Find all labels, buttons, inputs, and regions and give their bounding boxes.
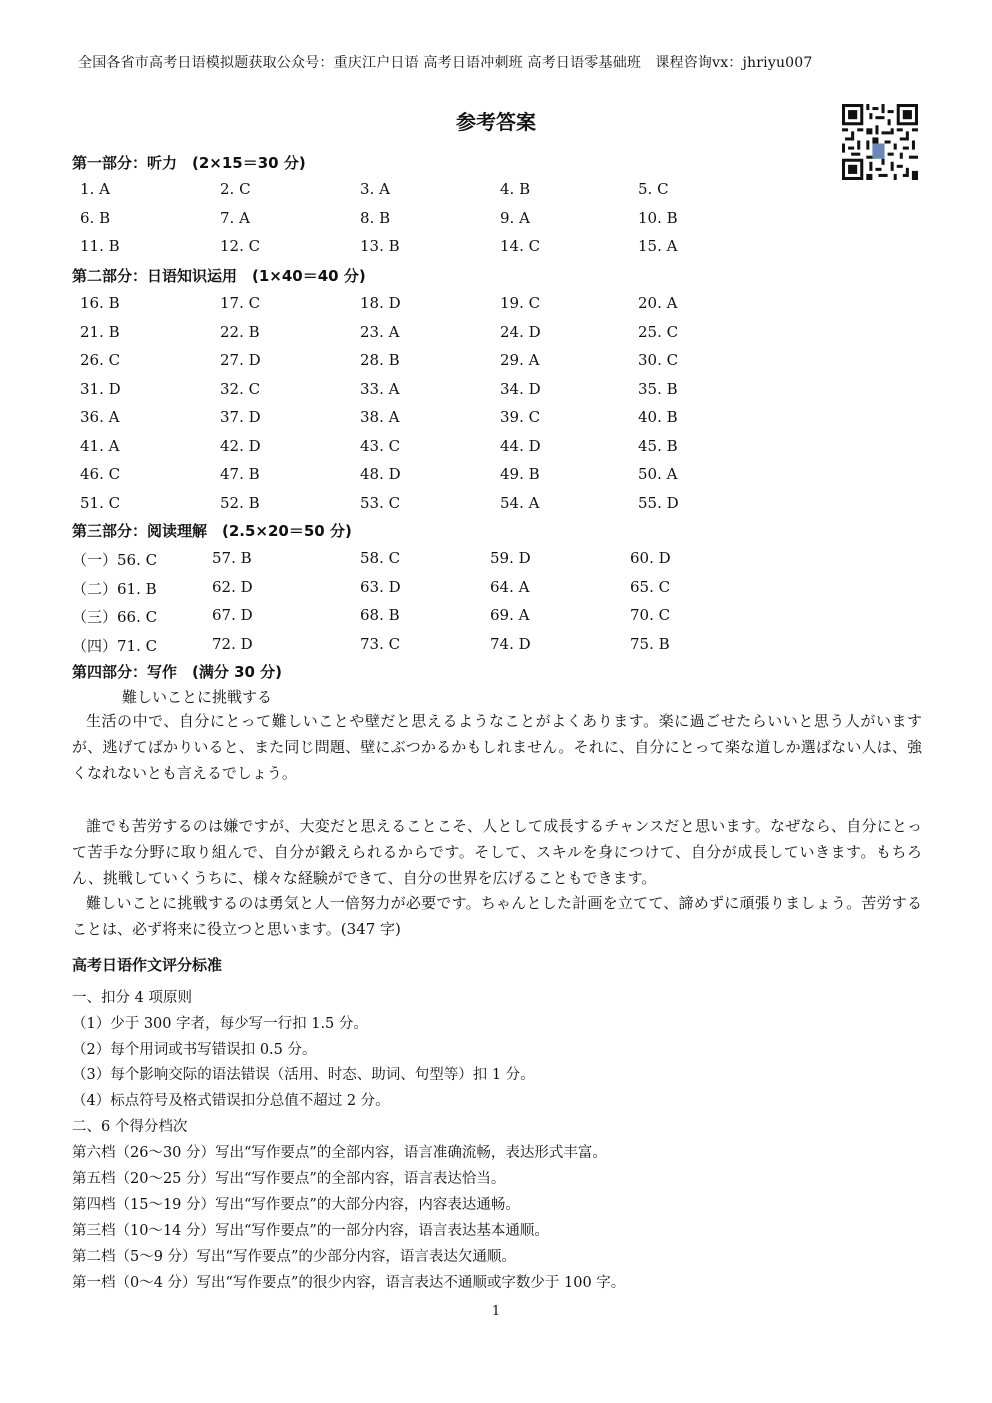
answer-row — [72, 635, 772, 657]
answer-row — [72, 180, 772, 202]
answer-cell: 11. B — [80, 237, 120, 255]
page-header: 全国各省市高考日语模拟题获取公众号：重庆江户日语 高考日语冲刺班 高考日语零基础班 课程咨询vx：jhriyu007 — [78, 55, 813, 71]
answer-cell: 62. D — [212, 577, 253, 596]
answer-row — [72, 380, 772, 402]
answer-row — [72, 549, 772, 571]
answer-cell: 15. A — [638, 237, 678, 255]
answer-cell: 29. A — [500, 351, 540, 369]
answer-row — [72, 494, 772, 516]
answer-cell: 42. D — [220, 436, 261, 455]
answer-cell: 5. C — [638, 180, 669, 198]
answer-cell: 60. D — [630, 549, 671, 567]
answer-cell: 27. D — [220, 351, 261, 369]
answer-row — [72, 578, 772, 600]
criteria-line: 第二档（5～9 分）写出“写作要点”的少部分内容，语言表达欠通顺。 — [72, 1249, 516, 1265]
answer-row — [72, 323, 772, 345]
criteria-heading: 高考日语作文评分标准 — [72, 956, 223, 974]
answer-cell: 30. C — [638, 351, 679, 369]
answer-cell: 54. A — [500, 493, 540, 512]
answer-cell: 18. D — [360, 294, 401, 312]
answer-cell: 44. D — [500, 436, 541, 455]
answer-cell: 35. B — [638, 379, 678, 398]
answer-cell: 22. B — [220, 322, 260, 341]
criteria-line: （2）每个用词或书写错误扣 0.5 分。 — [72, 1042, 317, 1058]
answer-cell: 72. D — [212, 634, 253, 653]
answer-cell: 50. A — [638, 465, 678, 483]
answer-cell: 32. C — [220, 379, 261, 398]
answer-cell: 46. C — [80, 465, 121, 483]
answer-cell: 36. A — [80, 408, 120, 426]
part3-heading: 第三部分：阅读理解 (2.5×20＝50 分) — [72, 522, 352, 540]
answer-cell: （四）71. C — [72, 636, 158, 655]
answer-cell: 64. A — [490, 577, 530, 596]
answer-cell: 24. D — [500, 322, 541, 341]
answer-cell: 57. B — [212, 549, 252, 567]
criteria-line: 二、6 个得分档次 — [72, 1119, 188, 1135]
criteria-line: 第三档（10～14 分）写出“写作要点”的一部分内容，语言表达基本通顺。 — [72, 1223, 549, 1239]
essay-title: 難しいことに挑戦する — [122, 688, 273, 706]
answer-cell: 12. C — [220, 237, 261, 255]
answer-cell: 39. C — [500, 408, 541, 426]
page-title: 参考答案 — [456, 110, 536, 134]
answer-cell: 74. D — [490, 634, 531, 653]
answer-cell: 67. D — [212, 606, 253, 624]
answer-cell: 37. D — [220, 408, 261, 426]
answer-cell: 68. B — [360, 606, 400, 624]
part1-heading: 第一部分：听力 (2×15＝30 分) — [72, 154, 306, 172]
answer-cell: 38. A — [360, 408, 400, 426]
criteria-line: 第六档（26～30 分）写出“写作要点”的全部内容，语言准确流畅，表达形式丰富。 — [72, 1145, 607, 1161]
answer-cell: 33. A — [360, 379, 400, 398]
answer-row — [72, 465, 772, 487]
answer-cell: 55. D — [638, 493, 679, 512]
answer-cell: 2. C — [220, 180, 251, 198]
answer-cell: 47. B — [220, 465, 260, 483]
answer-cell: 28. B — [360, 351, 400, 369]
answer-cell: 58. C — [360, 549, 401, 567]
answer-row — [72, 437, 772, 459]
answer-cell: 9. A — [500, 208, 530, 227]
answer-cell: 63. D — [360, 577, 401, 596]
answer-cell: 34. D — [500, 379, 541, 398]
answer-cell: 31. D — [80, 379, 121, 398]
answer-row — [72, 606, 772, 628]
answer-cell: （三）66. C — [72, 608, 158, 626]
answer-cell: 75. B — [630, 634, 670, 653]
part4-heading: 第四部分：写作 (满分 30 分) — [72, 663, 283, 681]
answer-cell: 16. B — [80, 294, 120, 312]
part2-heading: 第二部分：日语知识运用 (1×40＝40 分) — [72, 267, 366, 285]
answer-cell: 1. A — [80, 180, 110, 198]
criteria-line: （4）标点符号及格式错误扣分总值不超过 2 分。 — [72, 1093, 390, 1109]
answer-cell: 17. C — [220, 294, 261, 312]
answer-cell: 20. A — [638, 294, 678, 312]
answer-cell: （一）56. C — [72, 551, 158, 569]
answer-row — [72, 209, 772, 231]
answer-cell: 40. B — [638, 408, 678, 426]
answer-cell: 43. C — [360, 436, 401, 455]
answer-cell: 51. C — [80, 493, 121, 512]
answer-cell: 23. A — [360, 322, 400, 341]
essay-paragraph: 誰でも苦労するのは嫌ですが、大変だと思えることこそ、人として成長するチャンスだと思います。なぜなら、自分にとって苦手な分野に取り組んで、自分が鍛えられるからです。そして、スキルを身につけて、自分が成長していきます。もちろん、挑戦していくうちに、様々な経験ができて、自分の世界を広げることもできます。 — [72, 817, 922, 887]
criteria-line: 第五档（20～25 分）写出“写作要点”的全部内容，语言表达恰当。 — [72, 1171, 506, 1187]
answer-cell: 53. C — [360, 493, 401, 512]
answer-cell: 10. B — [638, 208, 678, 227]
criteria-line: （3）每个影响交际的语法错误（活用、时态、助词、句型等）扣 1 分。 — [72, 1067, 535, 1083]
answer-cell: 13. B — [360, 237, 400, 255]
criteria-line: 第四档（15～19 分）写出“写作要点”的大部分内容，内容表达通畅。 — [72, 1197, 520, 1213]
answer-cell: 45. B — [638, 436, 678, 455]
answer-cell: 25. C — [638, 322, 679, 341]
answer-cell: 59. D — [490, 549, 531, 567]
answer-cell: 14. C — [500, 237, 541, 255]
answer-row — [72, 351, 772, 373]
criteria-line: 第一档（0～4 分）写出“写作要点”的很少内容，语言表达不通顺或字数少于 100 字。 — [72, 1275, 626, 1291]
answer-cell: 19. C — [500, 294, 541, 312]
answer-cell: 65. C — [630, 577, 671, 596]
answer-cell: 6. B — [80, 208, 111, 227]
answer-cell: 41. A — [80, 436, 120, 455]
answer-cell: 52. B — [220, 493, 260, 512]
answer-cell: 21. B — [80, 322, 120, 341]
answer-cell: （二）61. B — [72, 579, 157, 598]
answer-cell: 26. C — [80, 351, 121, 369]
answer-cell: 69. A — [490, 606, 530, 624]
criteria-line: 一、扣分 4 项原则 — [72, 990, 192, 1006]
answer-cell: 4. B — [500, 180, 531, 198]
answer-cell: 73. C — [360, 634, 401, 653]
answer-row — [72, 237, 772, 259]
page-number: 1 — [491, 1304, 501, 1319]
answer-cell: 7. A — [220, 208, 250, 227]
answer-row — [72, 294, 772, 316]
answer-cell: 8. B — [360, 208, 391, 227]
answer-cell: 48. D — [360, 465, 401, 483]
essay-paragraph: 難しいことに挑戦するのは勇気と人一倍努力が必要です。ちゃんとした計画を立てて、諦めずに頑張りましょう。苦労することは、必ず将来に役立つと思います。(347 字) — [72, 894, 922, 938]
qr-code-icon — [842, 104, 918, 180]
answer-row — [72, 408, 772, 430]
answer-cell: 49. B — [500, 465, 540, 483]
answer-cell: 3. A — [360, 180, 390, 198]
answer-cell: 70. C — [630, 606, 671, 624]
essay-paragraph: 生活の中で、自分にとって難しいことや壁だと思えるようなことがよくあります。楽に過ごせたらいいと思う人がいますが、逃げてばかりいると、また同じ問題、壁にぶつかるかもしれません。それに、自分にとって楽な道しか選ばない人は、強くなれないとも言えるでしょう。 — [72, 712, 922, 782]
criteria-line: （1）少于 300 字者，每少写一行扣 1.5 分。 — [72, 1016, 368, 1032]
